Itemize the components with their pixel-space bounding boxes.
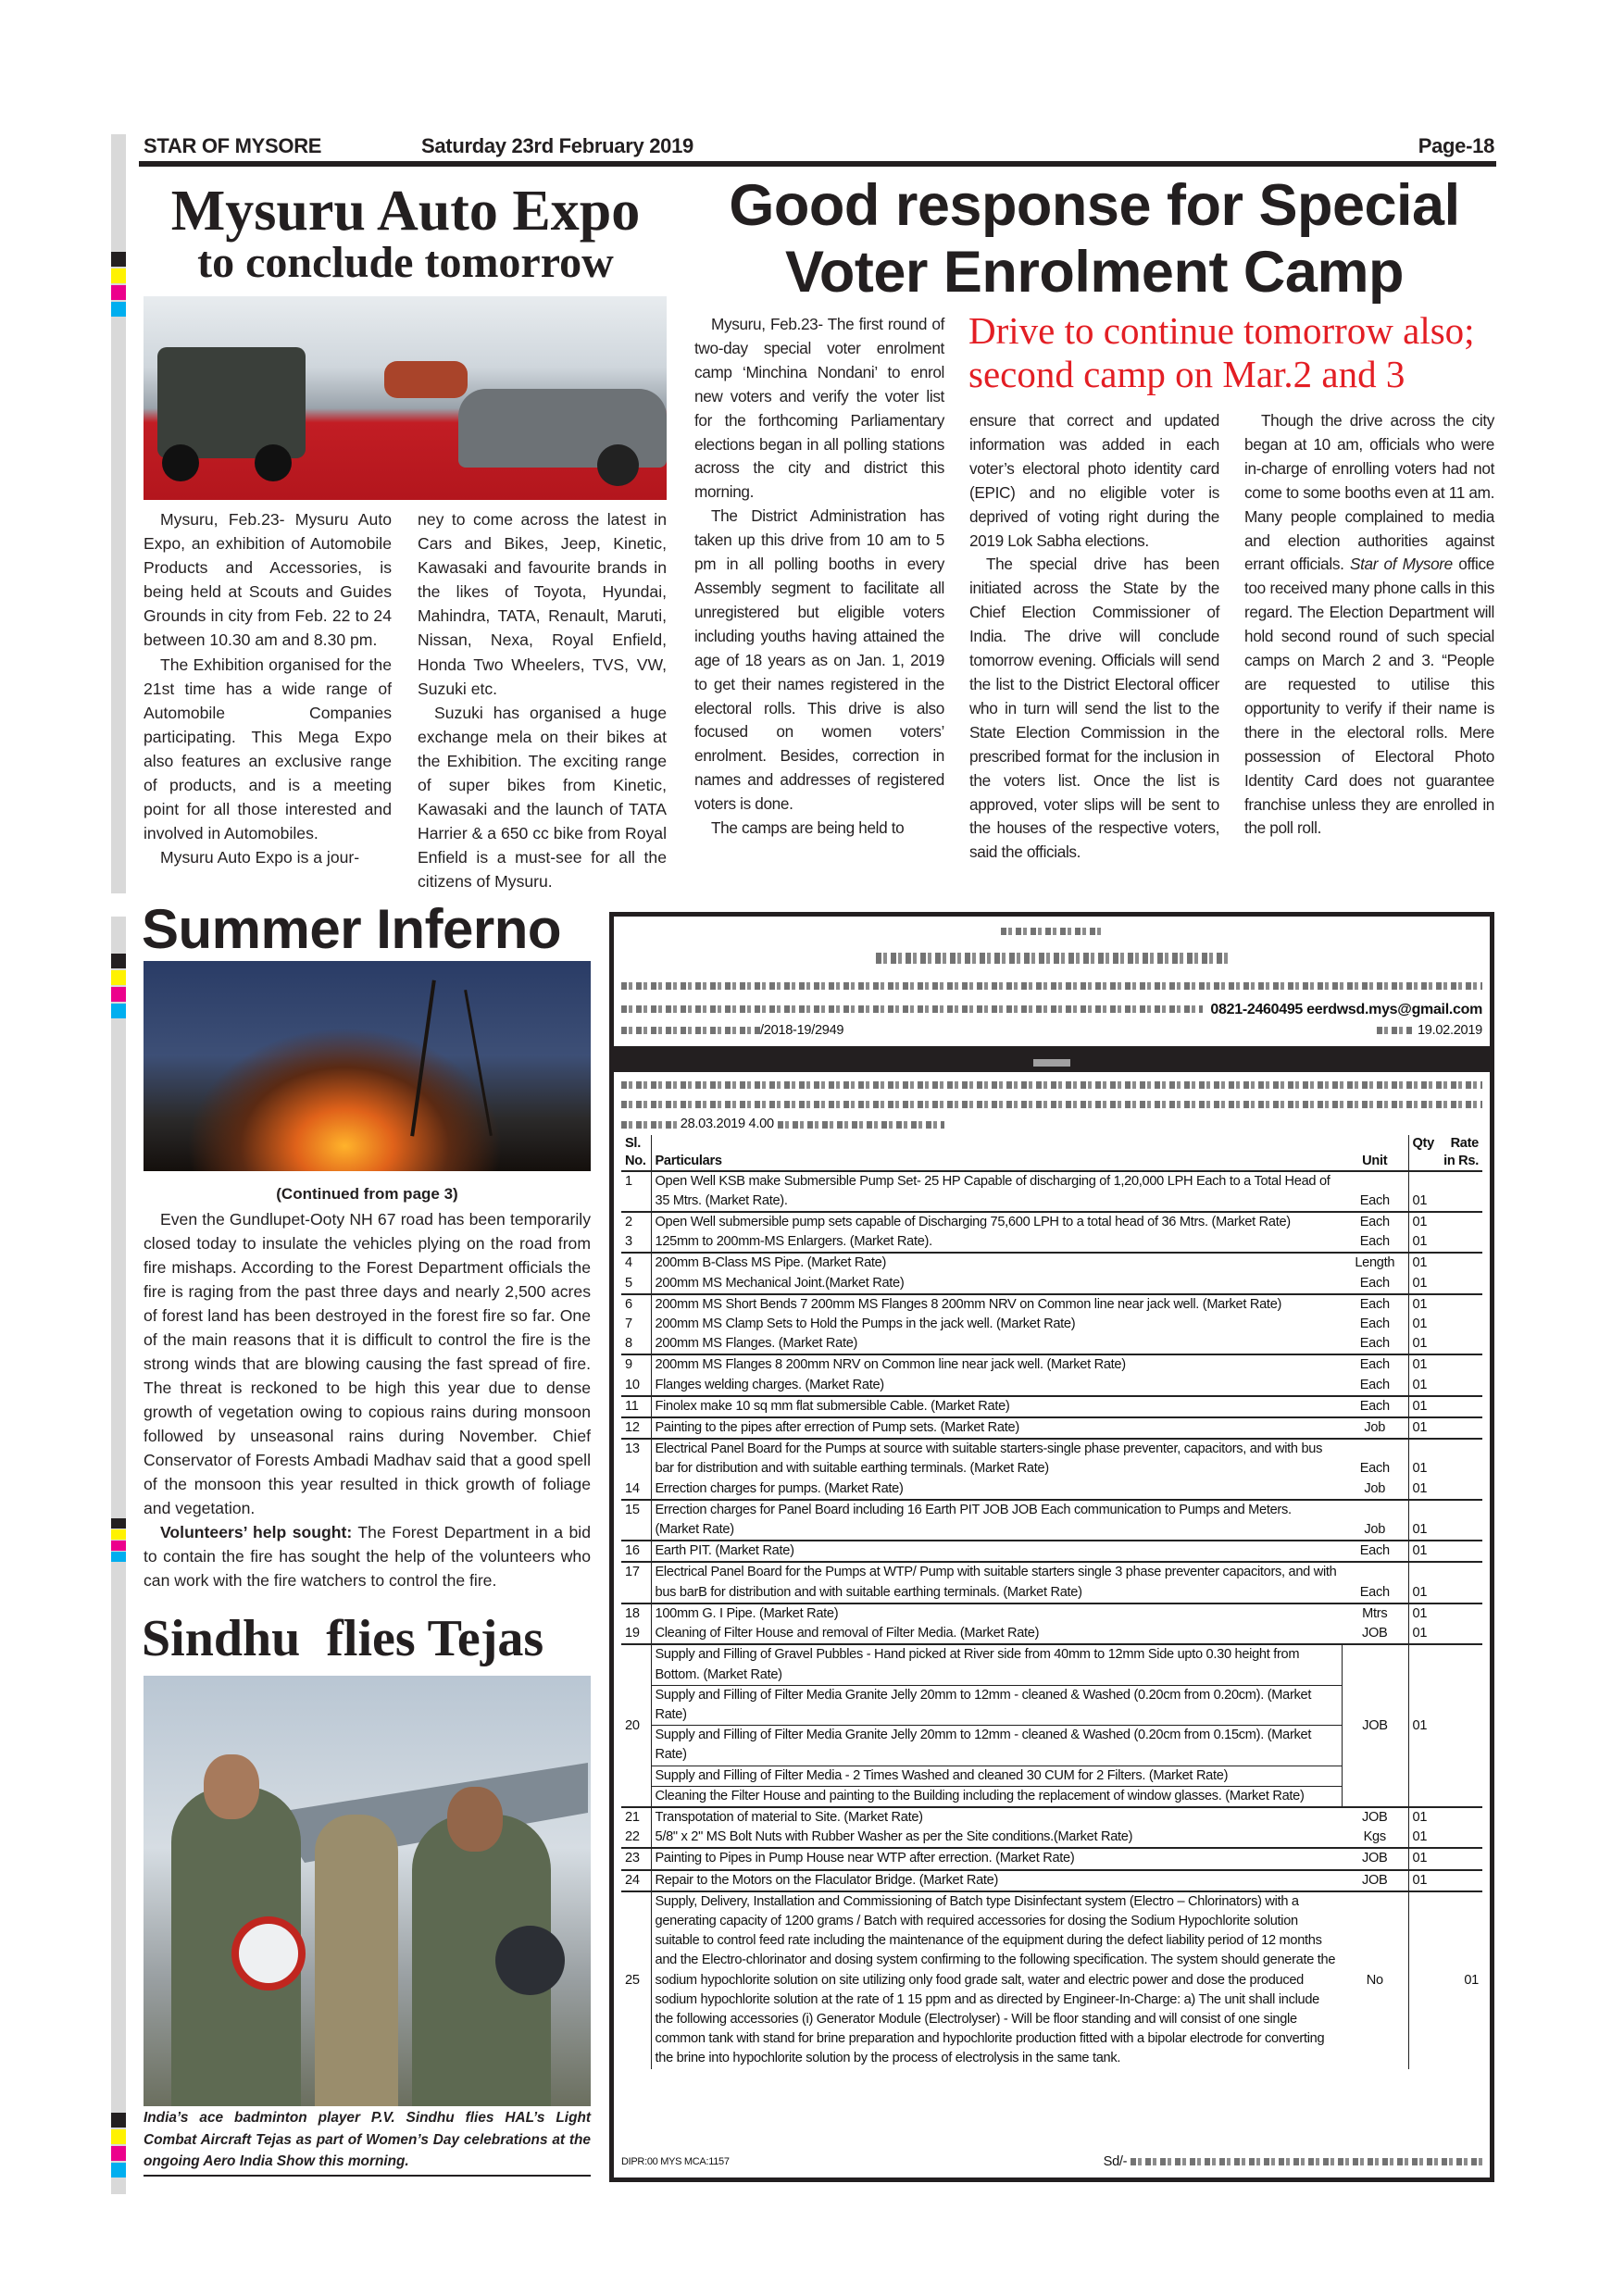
fire-article bbox=[144, 1207, 591, 1592]
row-particulars: Earth PIT. (Market Rate) bbox=[651, 1541, 1342, 1562]
row-particulars: 200mm MS Clamp Sets to Hold the Pumps in the jack well. (Market Rate) bbox=[655, 1316, 1076, 1332]
row-particulars: Electrical Panel Board for the Pumps at WTP/ Pump with suitable starters single 3 phase preventer capacitors, and with bus barB for distribution and with suitable earthing terminals. (Market Rate) bbox=[651, 1562, 1342, 1603]
dipr-code: DIPR:00 MYS MCA:1157 bbox=[621, 2155, 730, 2167]
table-row bbox=[621, 1354, 1482, 1375]
row-number: 3 bbox=[621, 1232, 651, 1253]
paragraph: Mysuru, Feb.23- Mysuru Auto Expo, an exhibition of Automobile Products and Accessories, is being held at Scouts and Guides Grounds in city from Feb. 22 to 24 between 10.30 am and 8.30 pm. bbox=[144, 510, 392, 650]
row-unit: Job bbox=[1342, 1417, 1408, 1439]
row-particulars: Open Well KSB make Submersible Pump Set- 25 HP Capable of discharging of 1,20,000 LPH Each to a Total Head of 35 Mtrs. (Market Rate). bbox=[651, 1171, 1342, 1212]
row-unit: Each bbox=[1342, 1315, 1408, 1334]
row-number: 2 bbox=[621, 1212, 651, 1232]
reference-number: /2018-19/2949 bbox=[760, 1022, 844, 1038]
row-particulars: Errection charges for Panel Board including 16 Earth PIT JOB JOB Each communication to Pumps and Meters. (Market Rate) bbox=[651, 1500, 1342, 1541]
row-qty: 01 bbox=[1412, 1377, 1428, 1392]
auto-expo-column-2 bbox=[418, 507, 667, 894]
auto-expo-column-1 bbox=[144, 507, 392, 869]
table-row bbox=[621, 1848, 1482, 1869]
table-row bbox=[621, 1396, 1482, 1417]
row-unit: Each bbox=[1342, 1541, 1408, 1562]
kannada-notice-text bbox=[621, 1076, 1482, 1135]
row-number: 15 bbox=[621, 1500, 651, 1541]
row-particulars: Painting to the pipes after errection of Pump sets. (Market Rate) bbox=[651, 1417, 1342, 1439]
row-particulars: Supply and Filling of Filter Media - 2 Times Washed and cleaned 30 CUM for 2 Filters. (Market Rate) bbox=[651, 1766, 1342, 1786]
row-qty: 01 bbox=[1408, 1417, 1482, 1439]
row-number: 9 bbox=[621, 1354, 651, 1375]
sindhu-tejas-photo bbox=[144, 1676, 591, 2106]
row-unit: Job bbox=[1342, 1479, 1408, 1500]
paragraph: ney to come across the latest in Cars and Bikes, Jeep, Kinetic, Kawasaki and favourite brands in the likes of Toyota, Hyundai, Mahindra, TATA, Renault, Maruti, Nissan, Nexa, Royal Enfield, Honda Two Wheelers, TVS, VW, Suzuki etc. bbox=[418, 510, 667, 698]
table-row bbox=[621, 1541, 1482, 1562]
table-row bbox=[621, 1479, 1482, 1500]
row-particulars: 100mm G. I Pipe. (Market Rate) bbox=[651, 1603, 1342, 1624]
issue-date: Saturday 23rd February 2019 bbox=[421, 134, 693, 157]
header-rule bbox=[139, 161, 1496, 167]
row-number: 20 bbox=[621, 1644, 651, 1807]
row-qty: 01 bbox=[1408, 1253, 1482, 1273]
row-number: 16 bbox=[621, 1541, 651, 1562]
row-unit: No bbox=[1342, 1891, 1408, 2069]
subheading: Volunteers’ help sought: bbox=[160, 1523, 353, 1541]
signature-mark: Sd/- bbox=[1103, 2153, 1128, 2169]
row-particulars: Repair to the Motors on the Flaculator Bridge. (Market Rate) bbox=[651, 1870, 1342, 1891]
voter-column-1 bbox=[694, 313, 944, 841]
row-qty: 01 bbox=[1408, 1870, 1482, 1891]
table-row bbox=[621, 1828, 1482, 1848]
row-number: 7 bbox=[621, 1315, 651, 1334]
row-unit: JOB bbox=[1342, 1807, 1408, 1828]
table-row bbox=[621, 1891, 1482, 2069]
table-row bbox=[621, 1417, 1482, 1439]
row-particulars: Supply and Filling of Filter Media Granite Jelly 20mm to 12mm - cleaned & Washed (0.20cm from 0.15cm). (Market Rate) bbox=[651, 1726, 1342, 1766]
notice-banner bbox=[614, 1046, 1490, 1072]
sindhu-headline: Sindhu flies Tejas bbox=[142, 1610, 544, 1667]
row-qty: 01 bbox=[1408, 1171, 1482, 1212]
row-qty: 01 bbox=[1408, 1294, 1482, 1315]
row-particulars: Cleaning of Filter House and removal of Filter Media. (Market Rate) bbox=[655, 1626, 1040, 1641]
voter-headline-line-1: Good response for Special bbox=[729, 173, 1460, 238]
row-unit: Mtrs bbox=[1342, 1603, 1408, 1624]
row-qty: 01 bbox=[1412, 1234, 1428, 1250]
table-row bbox=[621, 1315, 1482, 1334]
voter-column-2 bbox=[969, 409, 1219, 865]
row-unit: JOB bbox=[1342, 1624, 1408, 1644]
row-qty: 01 bbox=[1408, 1541, 1482, 1562]
row-qty: 01 bbox=[1408, 1891, 1482, 2069]
row-particulars: Transpotation of material to Site. (Market Rate) bbox=[651, 1807, 1342, 1828]
table-row bbox=[621, 1171, 1482, 1212]
row-unit: Each bbox=[1342, 1334, 1408, 1354]
table-row bbox=[621, 1212, 1482, 1232]
col-sl-no: Sl. No. bbox=[621, 1135, 651, 1171]
submission-deadline: 28.03.2019 4.00 bbox=[680, 1117, 774, 1132]
row-number: 6 bbox=[621, 1294, 651, 1315]
sindhu-photo-caption: India’s ace badminton player P.V. Sindhu flies HAL’s Light Combat Aircraft Tejas as part of Women’s Day celebrations at the ongoing Aero India Show this morning. bbox=[144, 2107, 591, 2177]
page-number: Page-18 bbox=[1418, 134, 1494, 157]
row-particulars: 200mm MS Flanges. (Market Rate) bbox=[655, 1336, 858, 1352]
row-qty: 01 bbox=[1412, 1829, 1428, 1845]
voter-subhead-line-1: Drive to continue tomorrow also; bbox=[968, 309, 1475, 352]
row-qty: 01 bbox=[1408, 1500, 1482, 1541]
tender-notice bbox=[609, 912, 1494, 2182]
row-number: 14 bbox=[621, 1479, 651, 1500]
kannada-department bbox=[621, 949, 1482, 968]
row-number: 23 bbox=[621, 1848, 651, 1869]
row-particulars: Finolex make 10 sq mm flat submersible Cable. (Market Rate) bbox=[651, 1396, 1342, 1417]
table-row bbox=[621, 1624, 1482, 1644]
voter-subhead-line-2: second camp on Mar.2 and 3 bbox=[968, 353, 1405, 395]
row-qty: 01 bbox=[1408, 1212, 1482, 1232]
row-unit: Each bbox=[1342, 1396, 1408, 1417]
table-row bbox=[621, 1870, 1482, 1891]
table-row bbox=[621, 1562, 1482, 1603]
row-unit: Each bbox=[1342, 1212, 1408, 1232]
voter-headline-line-2: Voter Enrolment Camp bbox=[785, 240, 1404, 305]
row-qty: 01 bbox=[1408, 1562, 1482, 1603]
row-qty: 01 bbox=[1408, 1807, 1482, 1828]
col-unit: Unit bbox=[1342, 1135, 1408, 1171]
paragraph: The special drive has been initiated across the State by the Chief Election Commissioner of India. The drive will conclude tomorrow evening. Officials will send the list to the District Electoral officer who in turn will send the list to the State Election Commission in the prescribed format for the inclusion in the voters list. Once the list is approved, voter slips will be sent to the houses of the respective voters, said the officials. bbox=[969, 555, 1219, 862]
row-number: 19 bbox=[621, 1624, 651, 1644]
paragraph: The District Administration has taken up this drive from 10 am to 5 pm in all polling booths in every Assembly segment to facilitate all unregistered but eligible voters including youths having attained the age of 18 years as on Jan. 1, 2019 to get their names registered in the electoral rolls. This drive is also focused on women voters’ enrolment. Besides, correction in names and addresses of registered voters is done. bbox=[694, 506, 944, 814]
row-number: 21 bbox=[621, 1807, 651, 1828]
voter-subhead bbox=[968, 309, 1498, 396]
row-number: 17 bbox=[621, 1562, 651, 1603]
table-row bbox=[621, 1644, 1482, 1685]
row-number: 11 bbox=[621, 1396, 651, 1417]
row-particulars: Supply and Filling of Gravel Pubbles - Hand picked at River side from 40mm to 12mm Side upto 0.30 height from Bottom. (Market Rate) bbox=[651, 1644, 1342, 1685]
table-row bbox=[621, 1500, 1482, 1541]
row-qty: 01 bbox=[1408, 1603, 1482, 1624]
row-particulars: Cleaning the Filter House and painting to the Building including the replacement of window glasses. (Market Rate) bbox=[651, 1786, 1342, 1807]
row-unit: Each bbox=[1342, 1232, 1408, 1253]
text: Though the drive across the city began at 10 am, officials who were in-charge of enrolling voters had not come to some booths even at 11 am. Many people complained to media and election authorities against errant officials. bbox=[1244, 411, 1494, 574]
row-number: 5 bbox=[621, 1274, 651, 1294]
contact-info: 0821-2460495 eerdwsd.mys@gmail.com bbox=[1210, 1001, 1482, 1017]
col-rate: Rate in Rs. bbox=[1443, 1135, 1479, 1168]
row-number: 13 bbox=[621, 1439, 651, 1479]
row-unit: Each bbox=[1342, 1376, 1408, 1396]
row-number: 12 bbox=[621, 1417, 651, 1439]
text: The Forest Department in a bid to contain the fire has sought the help of the volunteers who can work with the fire watchers to control the fire. bbox=[144, 1523, 591, 1590]
row-unit: Job bbox=[1342, 1500, 1408, 1541]
row-unit: JOB bbox=[1342, 1848, 1408, 1869]
table-row bbox=[621, 1807, 1482, 1828]
row-unit: JOB bbox=[1342, 1870, 1408, 1891]
row-qty: 01 bbox=[1408, 1439, 1482, 1479]
row-number: 25 bbox=[621, 1891, 651, 2069]
row-qty: 01 bbox=[1408, 1396, 1482, 1417]
table-row bbox=[621, 1376, 1482, 1396]
col-particulars: Particulars bbox=[655, 1153, 722, 1168]
row-particulars: 5/8" x 2" MS Bolt Nuts with Rubber Washer as per the Site conditions.(Market Rate) bbox=[655, 1829, 1133, 1845]
table-row bbox=[621, 1232, 1482, 1253]
row-unit: Kgs bbox=[1342, 1828, 1408, 1848]
fire-headline: Summer Inferno bbox=[142, 898, 562, 960]
table-row bbox=[621, 1274, 1482, 1294]
row-particulars: Open Well submersible pump sets capable of Discharging 75,600 LPH to a total head of 36 Mtrs. (Market Rate) bbox=[651, 1212, 1342, 1232]
row-qty: 01 bbox=[1412, 1275, 1428, 1291]
row-unit: Each bbox=[1342, 1274, 1408, 1294]
row-particulars: 200mm B-Class MS Pipe. (Market Rate) bbox=[651, 1253, 1342, 1273]
row-unit: Each bbox=[1342, 1562, 1408, 1603]
row-particulars: Supply, Delivery, Installation and Commissioning of Batch type Disinfectant system (Electro – Chlorinators) with a generating capacity of 1200 grams / Batch with required accessories for dosing the Sodium Hypochlorite solution suitable to control feed rate including the maintenance of the equipment during the defect liability period of 12 months and the Electro-chlorinator and dosing system confirming to the following specification. The system should generate the sodium hypochlorite solution on site utilizing only food grade salt, water and electric power and dose the produced sodium hypochlorite solution at the rate of 1 15 ppm and as directed by Engineer-In-Charge: a) The unit shall include the following accessories (i) Generator Module (Electrolyser) - Will be floor standing and will consist of one single common tank with stand for brine preparation and hypochlorite production fitted with a bipolar electrode for converting the brine into hypochlorite solution by the process of electrolysis in the same tank. bbox=[651, 1891, 1342, 2069]
voter-headline bbox=[693, 172, 1496, 306]
row-unit: Length bbox=[1342, 1253, 1408, 1273]
row-number: 4 bbox=[621, 1253, 651, 1273]
paragraph: Mysuru, Feb.23- The first round of two-day special voter enrolment camp ‘Minchina Nondani’ to enrol new voters and verify the voter list for the forthcoming Parliamentary elections began in all polling stations across the city and district this morning. bbox=[694, 315, 944, 502]
paragraph: Suzuki has organised a huge exchange mela on their bikes at the Exhibition. The exciting range of super bikes from Kinetic, Kawasaki and the launch of TATA Harrier & a 650 cc bike from Royal Enfield is a must-see for all the citizens of Mysuru. bbox=[418, 703, 667, 892]
row-particulars: Supply and Filling of Filter Media Granite Jelly 20mm to 12mm - cleaned & Washed (0.20cm from 0.20cm). (Market Rate) bbox=[651, 1685, 1342, 1725]
kannada-address bbox=[621, 976, 1482, 995]
text: office too received many phone calls in this regard. The Election Department will hold second round of such special camps on March 2 and 3. “People are requested to utilise this opportunity to verify if their name is there in the electoral rolls. Mere possession of Electoral Photo Identity Card does not guarantee franchise unless they are enrolled in the poll roll. bbox=[1244, 555, 1494, 838]
paragraph: ensure that correct and updated information was added in each voter’s electoral photo identity card (EPIC) and no eligible voter is deprived of voting right during the 2019 Lok Sabha elections. bbox=[969, 411, 1219, 550]
notice-date: 19.02.2019 bbox=[1417, 1022, 1482, 1038]
paragraph: The Exhibition organised for the 21st time has a wide range of Automobile Companies participating. This Mega Expo also features an exclusive range of products, and is a meeting point for all those interested and involved in Automobiles. bbox=[144, 655, 392, 843]
paragraph: The camps are being held to bbox=[711, 818, 905, 838]
tender-items-table bbox=[621, 1135, 1482, 2069]
row-number: 18 bbox=[621, 1603, 651, 1624]
table-row bbox=[621, 1603, 1482, 1624]
table-row bbox=[621, 1334, 1482, 1354]
col-qty: Qty bbox=[1412, 1135, 1434, 1151]
row-unit: Each bbox=[1342, 1354, 1408, 1375]
row-particulars: Painting to Pipes in Pump House near WTP after errection. (Market Rate) bbox=[651, 1848, 1342, 1869]
row-particulars: 200mm MS Short Bends 7 200mm MS Flanges 8 200mm NRV on Common line near jack well. (Market Rate) bbox=[651, 1294, 1342, 1315]
row-number: 1 bbox=[621, 1171, 651, 1212]
kannada-heading bbox=[621, 922, 1482, 942]
row-particulars: 125mm to 200mm-MS Enlargers. (Market Rate). bbox=[655, 1234, 932, 1250]
row-particulars: 200mm MS Flanges 8 200mm NRV on Common line near jack well. (Market Rate) bbox=[651, 1354, 1342, 1375]
table-row bbox=[621, 1439, 1482, 1479]
row-number: 22 bbox=[621, 1828, 651, 1848]
row-qty: 01 bbox=[1412, 1336, 1428, 1352]
row-particulars: Electrical Panel Board for the Pumps at source with suitable starters-single phase preventer, capacitors, and with bus bar for distribution and with suitable earthing terminals. (Market Rate) bbox=[651, 1439, 1342, 1479]
row-qty: 01 bbox=[1412, 1626, 1428, 1641]
row-particulars: Errection charges for pumps. (Market Rate) bbox=[655, 1480, 904, 1496]
row-unit: Each bbox=[1342, 1439, 1408, 1479]
voter-column-3 bbox=[1244, 409, 1494, 841]
row-number: 24 bbox=[621, 1870, 651, 1891]
row-particulars: Flanges welding charges. (Market Rate) bbox=[655, 1377, 884, 1392]
paragraph: Mysuru Auto Expo is a jour- bbox=[160, 848, 360, 867]
continued-note: (Continued from page 3) bbox=[276, 1185, 458, 1203]
row-number: 8 bbox=[621, 1334, 651, 1354]
paragraph: Even the Gundlupet-Ooty NH 67 road has been temporarily closed today to insulate the vehicles plying on the road from fire mishaps. According to the Forest Department officials the fire is raging from the past three days and nearly 2,500 acres of forest land has been destroyed in the forest fire so far. One of the main reasons that it is difficult to control the fire is the strong winds that are blowing causing the fast spread of fire. The threat is reckoned to be high this year due to dense growth of vegetation owing to copious rains during monsoon followed by unseasonal rains during November. Chief Conservator of Forests Ambadi Madhav said that a good spell of the monsoon this year resulted in thick growth of foliage and vegetation. bbox=[144, 1210, 591, 1517]
margin-strip bbox=[111, 134, 126, 893]
row-qty: 01 bbox=[1408, 1644, 1482, 1807]
row-number: 10 bbox=[621, 1376, 651, 1396]
forest-fire-photo bbox=[144, 961, 591, 1171]
row-unit: Each bbox=[1342, 1171, 1408, 1212]
auto-expo-headline: Mysuru Auto Expo bbox=[170, 180, 641, 243]
auto-expo-photo bbox=[144, 296, 667, 500]
table-row bbox=[621, 1294, 1482, 1315]
row-qty: 01 bbox=[1412, 1480, 1428, 1496]
row-qty: 01 bbox=[1412, 1316, 1428, 1332]
publication-name: Star of Mysore bbox=[1349, 555, 1453, 574]
row-unit: JOB bbox=[1342, 1644, 1408, 1807]
row-particulars: 200mm MS Mechanical Joint.(Market Rate) bbox=[655, 1275, 905, 1291]
paper-name: STAR OF MYSORE bbox=[144, 134, 322, 157]
row-unit: Each bbox=[1342, 1294, 1408, 1315]
auto-expo-subhead: to conclude tomorrow bbox=[197, 238, 614, 287]
row-qty: 01 bbox=[1408, 1354, 1482, 1375]
row-qty: 01 bbox=[1408, 1848, 1482, 1869]
table-row bbox=[621, 1253, 1482, 1273]
